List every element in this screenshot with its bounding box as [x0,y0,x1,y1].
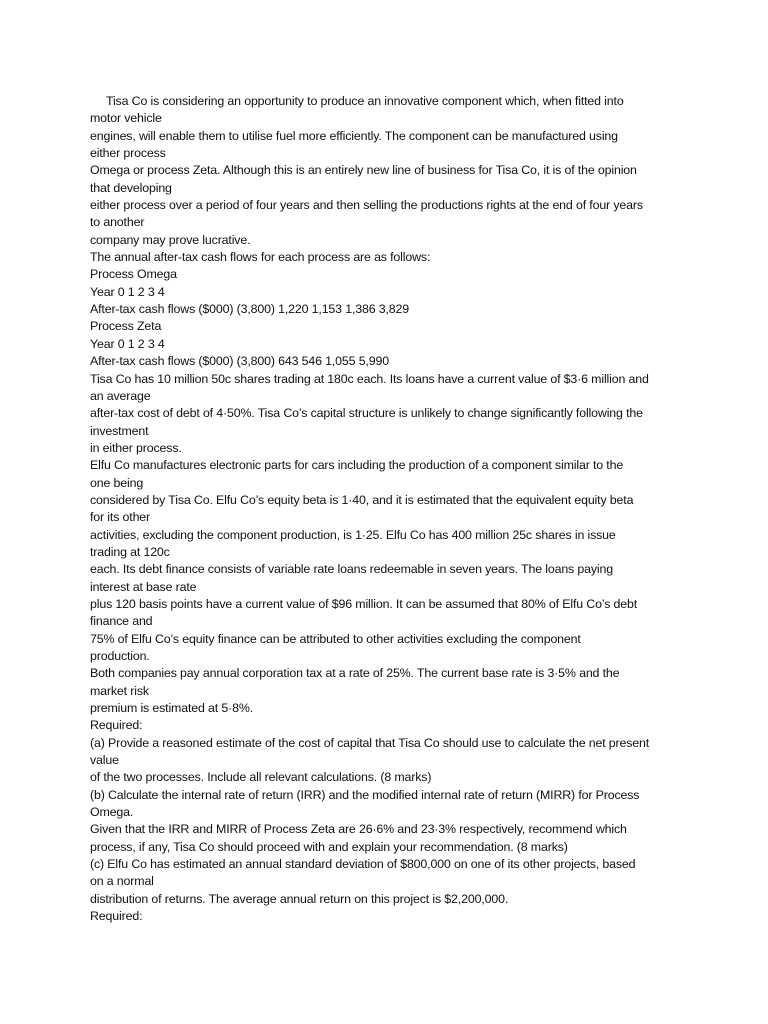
document-body [90,93,690,926]
text-line: interest at base rate [90,579,197,594]
text-line: investment [90,423,149,438]
text-line: Tisa Co is considering an opportunity to produce an innovative component which, when fitted into [106,94,624,108]
question-b-line: Given that the IRR and MIRR of Process Zeta are 26·6% and 23·3% respectively, recommend which [90,822,627,837]
text-line: activities, excluding the component production, is 1·25. Elfu Co has 400 million 25c shares in issue [90,527,616,542]
text-line: motor vehicle [90,111,162,126]
process-omega-heading: Process Omega [90,267,177,282]
zeta-year-row: Year 0 1 2 3 4 [90,336,165,351]
text-line: an average [90,388,151,403]
text-line: Elfu Co manufactures electronic parts for cars including the production of a component similar to the [90,458,624,473]
text-line: Tisa Co has 10 million 50c shares trading at 180c each. Its loans have a current value of $3·6 million and [90,371,649,386]
text-line: Both companies pay annual corporation tax at a rate of 25%. The current base rate is 3·5% and the [90,666,620,681]
text-line: company may prove lucrative. [90,232,251,247]
question-c-line: distribution of returns. The average annual return on this project is $2,200,000. [90,891,509,906]
question-b-line: Omega. [90,805,134,820]
text-line: that developing [90,180,172,195]
text-line: engines, will enable them to utilise fuel more efficiently. The component can be manufactured using [90,128,618,143]
text-line: considered by Tisa Co. Elfu Co’s equity beta is 1·40, and it is estimated that the equivalent equity beta [90,492,634,507]
text-line: 75% of Elfu Co’s equity finance can be attributed to other activities excluding the component [90,631,581,646]
text-line: in either process. [90,440,182,455]
required-heading: Required: [90,718,143,733]
text-line: one being [90,475,144,490]
text-line: either process [90,146,166,161]
text-line: The annual after-tax cash flows for each process are as follows: [90,250,431,265]
text-line: market risk [90,683,149,698]
text-line: production. [90,649,150,663]
text-line: Omega or process Zeta. Although this is an entirely new line of business for Tisa Co, it is of the opinion [90,163,637,178]
question-a-line: value [90,753,119,768]
text-line: each. Its debt finance consists of variable rate loans redeemable in seven years. The loans paying [90,562,614,577]
omega-cash-flow-row: After-tax cash flows ($000) (3,800) 1,220 1,153 1,386 3,829 [90,302,410,317]
text-line: trading at 120c [90,544,170,559]
required-heading: Required: [90,909,143,924]
question-c-line: (c) Elfu Co has estimated an annual standard deviation of $800,000 on one of its other projects, based [90,857,636,872]
question-a-line: (a) Provide a reasoned estimate of the cost of capital that Tisa Co should use to calculate the net present [90,735,650,750]
question-b-line: (b) Calculate the internal rate of return (IRR) and the modified internal rate of return (MIRR) for Process [90,787,640,802]
process-zeta-heading: Process Zeta [90,319,162,334]
text-line: either process over a period of four years and then selling the productions rights at the end of four years [90,198,643,213]
text-line: after-tax cost of debt of 4·50%. Tisa Co’s capital structure is unlikely to change significantly following the [90,406,643,421]
text-line: for its other [90,510,151,525]
question-c-line: on a normal [90,874,154,889]
omega-year-row: Year 0 1 2 3 4 [90,284,165,299]
text-line: finance and [90,614,153,629]
zeta-cash-flow-row: After-tax cash flows ($000) (3,800) 643 546 1,055 5,990 [90,354,389,369]
question-b-line: process, if any, Tisa Co should proceed with and explain your recommendation. (8 marks) [90,839,568,854]
text-line: plus 120 basis points have a current value of $96 million. It can be assumed that 80% of Elfu Co’s debt [90,596,638,611]
text-line: to another [90,215,145,230]
question-a-line: of the two processes. Include all relevant calculations. (8 marks) [90,770,432,785]
text-line: premium is estimated at 5·8%. [90,701,253,716]
